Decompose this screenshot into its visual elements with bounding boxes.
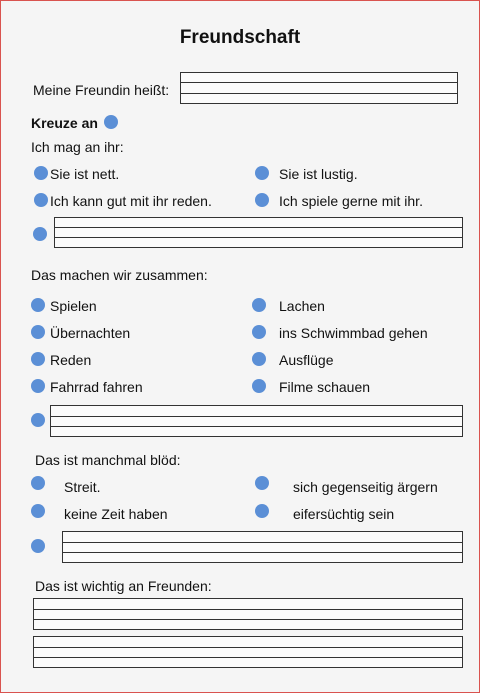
option-label: Sie ist lustig.	[279, 166, 358, 182]
checkbox-circle[interactable]	[255, 166, 269, 180]
checkbox-circle[interactable]	[255, 504, 269, 518]
checkbox-circle[interactable]	[255, 193, 269, 207]
checkbox-circle[interactable]	[255, 476, 269, 490]
section-heading-annoying: Das ist manchmal blöd:	[35, 452, 181, 468]
option-label: Ich kann gut mit ihr reden.	[50, 193, 212, 209]
option-label: Ausflüge	[279, 352, 334, 368]
checkbox-circle[interactable]	[31, 476, 45, 490]
checkbox-circle[interactable]	[31, 352, 45, 366]
checkbox-circle[interactable]	[31, 379, 45, 393]
option-label: Fahrrad fahren	[50, 379, 143, 395]
checkbox-circle[interactable]	[252, 379, 266, 393]
checkbox-circle[interactable]	[31, 325, 45, 339]
option-label: sich gegenseitig ärgern	[293, 479, 438, 495]
option-label: ins Schwimmbad gehen	[279, 325, 428, 341]
checkbox-circle[interactable]	[252, 325, 266, 339]
instruction-text: Kreuze an	[31, 115, 98, 131]
checkbox-circle[interactable]	[31, 539, 45, 553]
option-label: keine Zeit haben	[64, 506, 168, 522]
checkbox-circle[interactable]	[33, 227, 47, 241]
answer-lines[interactable]	[33, 636, 463, 668]
option-label: Sie ist nett.	[50, 166, 120, 182]
custom-answer-lines[interactable]	[50, 405, 463, 437]
name-label: Meine Freundin heißt:	[33, 82, 170, 98]
option-label: Lachen	[279, 298, 325, 314]
checkbox-circle[interactable]	[31, 413, 45, 427]
option-label: eifersüchtig sein	[293, 506, 395, 522]
option-label: Spielen	[50, 298, 97, 314]
custom-answer-lines[interactable]	[62, 531, 463, 563]
section-heading-likes: Ich mag an ihr:	[31, 139, 124, 155]
name-writing-lines[interactable]	[180, 72, 458, 104]
option-label: Streit.	[64, 479, 101, 495]
checkbox-circle[interactable]	[31, 504, 45, 518]
checkbox-circle[interactable]	[252, 298, 266, 312]
checkbox-circle[interactable]	[31, 298, 45, 312]
instruction-circle-icon	[104, 115, 118, 129]
section-heading-important: Das ist wichtig an Freunden:	[35, 578, 212, 594]
option-label: Ich spiele gerne mit ihr.	[279, 193, 423, 209]
option-label: Reden	[50, 352, 92, 368]
checkbox-circle[interactable]	[34, 166, 48, 180]
checkbox-circle[interactable]	[252, 352, 266, 366]
checkbox-circle[interactable]	[34, 193, 48, 207]
option-label: Filme schauen	[279, 379, 371, 395]
custom-answer-lines[interactable]	[54, 217, 463, 248]
option-label: Übernachten	[50, 325, 131, 341]
answer-lines[interactable]	[33, 598, 463, 630]
page-title: Freundschaft	[179, 27, 301, 48]
section-heading-activities: Das machen wir zusammen:	[31, 267, 208, 283]
